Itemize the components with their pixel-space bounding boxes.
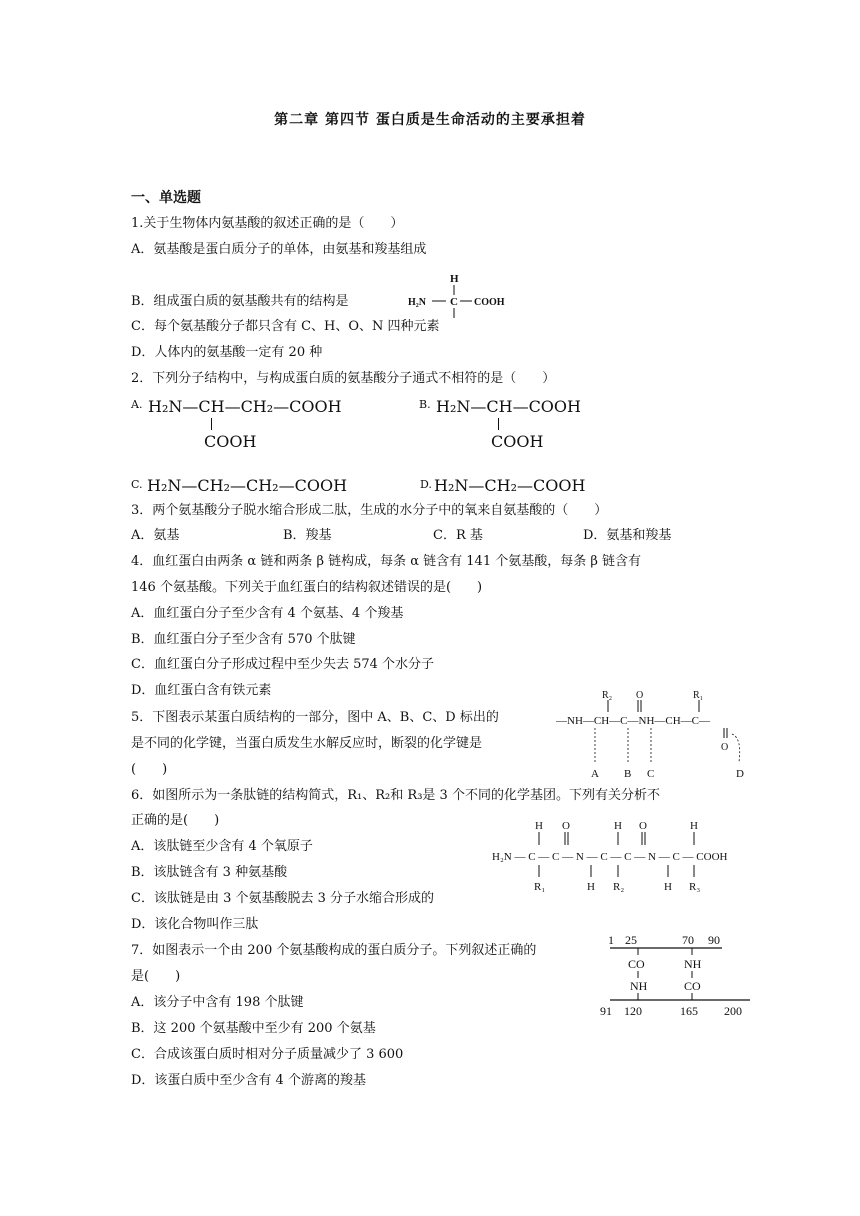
q7-option-a: A．该分子中含有 198 个肽键 xyxy=(131,995,304,1010)
q4-option-c: C．血红蛋白分子形成过程中至少失去 574 个水分子 xyxy=(131,657,435,672)
fig7-bottom-165: 165 xyxy=(680,1004,698,1018)
q4-option-b: B．血红蛋白分子至少含有 570 个肽键 xyxy=(131,632,356,647)
q1-option-c: C．每个氨基酸分子都只含有 C、H、O、N 四种元素 xyxy=(131,319,440,334)
q2-option-a-label: A. xyxy=(131,398,143,411)
q2-a-bond xyxy=(211,418,212,430)
q7-option-b: B．这 200 个氨基酸中至少有 200 个氨基 xyxy=(131,1021,376,1036)
fig6-r1: R₁ xyxy=(534,881,546,893)
q2-option-b-sub: COOH xyxy=(491,432,544,451)
q3-option-d: D．氨基和羧基 xyxy=(583,528,672,543)
fig7-co1: CO xyxy=(628,957,645,971)
q2-option-c-label: C. xyxy=(131,478,143,491)
fig5-main-chain: —NH—CH—C—NH—CH—C— xyxy=(556,715,711,727)
fig7-bottom-120: 120 xyxy=(624,1004,642,1018)
q1-option-a: A．氨基酸是蛋白质分子的单体，由氨基和羧基组成 xyxy=(131,242,427,257)
struct-cooh: COOH xyxy=(474,297,505,308)
page-title: 第二章 第四节 蛋白质是生命活动的主要承担着 xyxy=(274,112,586,128)
fig6-h2: H xyxy=(614,820,622,832)
q4-option-d: D．血红蛋白含有铁元素 xyxy=(131,683,272,698)
q7-option-c: C．合成该蛋白质时相对分子质量减少了 3 600 xyxy=(131,1047,404,1062)
fig5-label-c: C xyxy=(647,768,655,780)
q2-option-c-formula: H₂N—CH₂—CH₂—COOH xyxy=(147,476,348,495)
q2-option-b-label: B. xyxy=(419,398,431,411)
fig5-r2: R₂ xyxy=(602,690,613,701)
fig6-r2: R₂ xyxy=(613,881,625,893)
fig5-label-a: A xyxy=(591,768,599,780)
q3-stem: 3．两个氨基酸分子脱水缩合形成二肽，生成的水分子中的氧来自氨基酸的（ ） xyxy=(131,503,608,518)
q5-peptide-figure xyxy=(556,684,756,782)
q7-stem-line1: 7．如图表示一个由 200 个氨基酸构成的蛋白质分子。下列叙述正确的 xyxy=(131,943,537,958)
fig7-nh1: NH xyxy=(684,957,702,971)
q2-stem: 2．下列分子结构中，与构成蛋白质的氨基酸分子通式不相符的是（ ） xyxy=(131,371,556,386)
q6-tripeptide-figure xyxy=(490,815,762,897)
fig5-label-d: D xyxy=(736,768,744,780)
q6-stem-line2: 正确的是( ) xyxy=(131,813,220,828)
fig6-h5: H xyxy=(664,881,672,893)
struct-h2n: H₂N xyxy=(408,297,426,308)
fig6-main-chain: H₂N — C — C — N — C — C — N — C — COOH xyxy=(492,851,728,863)
q5-stem-line2: 是不同的化学键，当蛋白质发生水解反应时，断裂的化学键是 xyxy=(131,736,483,751)
section-heading: 一、单选题 xyxy=(131,190,201,206)
q2-b-bond xyxy=(498,418,499,430)
fig6-o1: O xyxy=(562,820,570,832)
q6-stem-line1: 6．如图所示为一条肽链的结构简式，R₁、R₂和 R₃是 3 个不同的化学基团。下列有关分析不 xyxy=(131,788,660,803)
fig7-top-1: 1 xyxy=(608,933,614,947)
q1-option-d: D．人体内的氨基酸一定有 20 种 xyxy=(131,345,323,360)
q3-option-c: C．R 基 xyxy=(433,528,483,543)
fig5-r1: R₁ xyxy=(693,690,704,701)
fig7-nh2: NH xyxy=(630,979,648,993)
q2-option-a-sub: COOH xyxy=(204,432,257,451)
fig7-top-70: 70 xyxy=(682,933,694,947)
q1-amino-acid-structure xyxy=(406,268,526,320)
q5-stem-line3: ( ) xyxy=(131,762,168,777)
q6-option-a: A．该肽链至少含有 4 个氧原子 xyxy=(131,839,313,854)
q7-stem-line2: 是( ) xyxy=(131,969,181,984)
q7-protein-chains-figure xyxy=(600,930,760,1020)
q4-option-a: A．血红蛋白分子至少含有 4 个氨基、4 个羧基 xyxy=(131,606,404,621)
fig5-o2: O xyxy=(721,742,729,753)
q3-option-a: A．氨基 xyxy=(131,528,180,543)
fig7-bottom-91: 91 xyxy=(600,1004,612,1018)
q3-option-b: B．羧基 xyxy=(283,528,332,543)
q2-option-d-label: D. xyxy=(420,478,432,491)
q7-option-d: D．该蛋白质中至少含有 4 个游离的羧基 xyxy=(131,1073,366,1088)
fig7-top-25: 25 xyxy=(625,933,637,947)
q4-stem-line2: 146 个氨基酸。下列关于血红蛋白的结构叙述错误的是( ) xyxy=(131,580,483,595)
q2-option-a-formula: H₂N—CH—CH₂—COOH xyxy=(148,397,342,416)
fig6-h4: H xyxy=(587,881,595,893)
q5-stem-line1: 5．下图表示某蛋白质结构的一部分，图中 A、B、C、D 标出的 xyxy=(131,710,499,725)
fig6-h3: H xyxy=(690,820,698,832)
fig6-o2: O xyxy=(639,820,647,832)
q6-option-c: C．该肽链是由 3 个氨基酸脱去 3 分子水缩合形成的 xyxy=(131,891,435,906)
q1-stem: 1.关于生物体内氨基酸的叙述正确的是（ ） xyxy=(131,216,404,231)
fig5-label-b: B xyxy=(624,768,632,780)
q6-option-b: B．该肽链含有 3 种氨基酸 xyxy=(131,865,288,880)
struct-h: H xyxy=(450,273,459,285)
fig6-h1: H xyxy=(535,820,543,832)
fig7-co2: CO xyxy=(684,979,701,993)
fig5-o1: O xyxy=(636,690,644,701)
q1-option-b: B．组成蛋白质的氨基酸共有的结构是 xyxy=(131,294,349,309)
fig7-top-90: 90 xyxy=(708,933,720,947)
q2-option-b-formula: H₂N—CH—COOH xyxy=(436,397,581,416)
fig7-bottom-200: 200 xyxy=(724,1004,742,1018)
struct-c: C xyxy=(450,296,458,308)
q6-option-d: D．该化合物叫作三肽 xyxy=(131,917,259,932)
q4-stem-line1: 4．血红蛋白由两条 α 链和两条 β 链构成，每条 α 链含有 141 个氨基酸，每条 β 链含有 xyxy=(131,554,641,569)
q2-option-d-formula: H₂N—CH₂—COOH xyxy=(434,476,586,495)
fig6-r3: R₃ xyxy=(689,881,701,893)
